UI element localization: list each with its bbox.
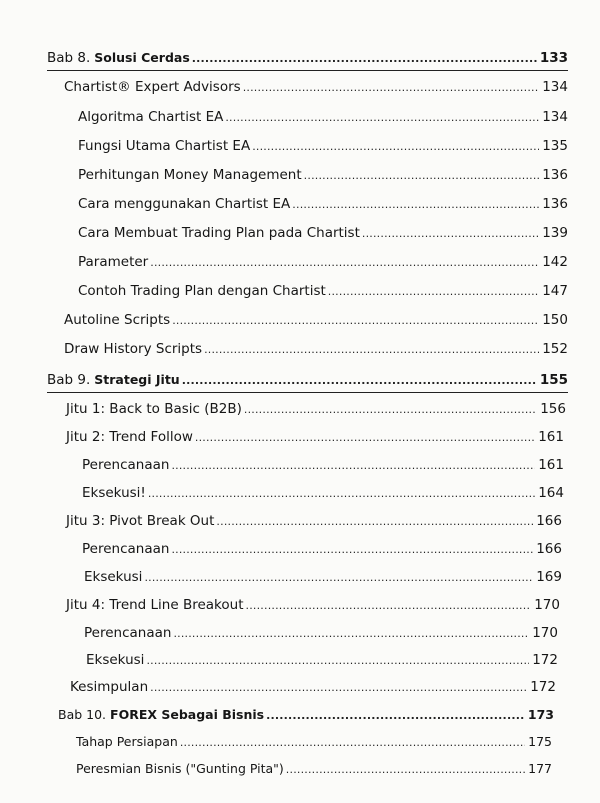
toc-entry[interactable] [64,78,568,97]
dot-leader [180,733,525,752]
page-number: 134 [542,109,568,125]
toc-entry[interactable] [64,340,568,359]
toc-entry[interactable] [76,733,552,752]
entry-title: Draw History Scripts [64,341,203,357]
page-number: 172 [532,652,558,668]
entry-title: Jitu 3: Pivot Break Out [66,513,215,529]
dot-leader [246,596,532,615]
entry-title: Cara menggunakan Chartist EA [78,196,291,212]
page-number: 134 [542,79,568,95]
dot-leader [216,512,533,531]
toc-entry[interactable] [66,428,564,447]
chapter-rule [47,70,568,71]
page-number: 175 [528,734,552,749]
dot-leader [171,540,533,559]
page-number: 166 [536,513,562,529]
toc-entry[interactable] [76,760,552,779]
toc-entry[interactable] [86,651,558,670]
page-number: 170 [534,597,560,613]
toc-entry[interactable] [82,540,562,559]
chapter-title: FOREX Sebagai Bisnis [110,707,265,722]
dot-leader [173,624,529,643]
page-number: 133 [539,50,568,66]
entry-title: Cara Membuat Trading Plan pada Chartist [78,225,360,241]
chapter-prefix: Bab 10. [58,707,107,722]
page-number: 156 [540,401,566,417]
toc-entry[interactable] [64,311,568,330]
dot-leader [150,678,527,697]
toc-entry[interactable] [78,253,568,272]
page-number: 147 [542,283,568,299]
chapter-rule [47,392,568,393]
dot-leader [266,706,525,725]
toc-entry[interactable] [78,282,568,301]
page-number: 139 [542,225,568,241]
page-number: 152 [542,341,568,357]
entry-title: Perencanaan [84,625,172,641]
page-number: 142 [542,254,568,270]
entry-title: Perhitungan Money Management [78,167,302,183]
entry-title: Chartist® Expert Advisors [64,79,241,95]
dot-leader [304,166,540,185]
entry-title: Peresmian Bisnis ("Gunting Pita") [76,761,284,776]
toc-chapter-9[interactable] [47,371,568,390]
dot-leader [286,760,525,779]
toc-entry[interactable] [66,512,562,531]
dot-leader [252,137,539,156]
dot-leader [362,224,539,243]
chapter-title: Strategi Jitu [94,372,180,387]
entry-title: Fungsi Utama Chartist EA [78,138,251,154]
toc-entry[interactable] [78,108,568,127]
dot-leader [195,428,535,447]
page-number: 164 [538,485,564,501]
dot-leader [172,311,539,330]
dot-leader [182,371,537,390]
toc-chapter-10[interactable] [58,706,554,725]
toc-entry[interactable] [70,678,556,697]
page-number: 169 [536,569,562,585]
toc-entry[interactable] [78,224,568,243]
toc-entry[interactable] [66,596,560,615]
entry-title: Tahap Persiapan [76,734,178,749]
dot-leader [225,108,539,127]
dot-leader [244,400,537,419]
entry-title: Jitu 1: Back to Basic (B2B) [66,401,242,417]
dot-leader [204,340,539,359]
entry-title: Jitu 2: Trend Follow [66,429,193,445]
page-number: 173 [527,707,554,722]
page-number: 172 [530,679,556,695]
chapter-title: Solusi Cerdas [94,50,190,65]
toc-entry[interactable] [78,195,568,214]
dot-leader [150,253,539,272]
toc-entry[interactable] [66,400,566,419]
toc-entry[interactable] [84,568,562,587]
page-number: 155 [539,372,568,388]
page-number: 150 [542,312,568,328]
page-number: 166 [536,541,562,557]
entry-title: Jitu 4: Trend Line Breakout [66,597,244,613]
toc-entry[interactable] [82,456,564,475]
page-number: 161 [538,457,564,473]
entry-title: Eksekusi [84,569,143,585]
dot-leader [171,456,535,475]
toc-entry[interactable] [78,166,568,185]
entry-title: Autoline Scripts [64,312,171,328]
entry-title: Kesimpulan [70,679,149,695]
chapter-prefix: Bab 9. [47,372,91,388]
toc-entry[interactable] [78,137,568,156]
dot-leader [148,484,535,503]
page-number: 136 [542,196,568,212]
dot-leader [144,568,533,587]
toc-entry[interactable] [82,484,564,503]
page-number: 135 [542,138,568,154]
entry-title: Eksekusi! [82,485,146,501]
entry-title: Eksekusi [86,652,145,668]
page-number: 136 [542,167,568,183]
page-number: 177 [528,761,552,776]
page-number: 170 [532,625,558,641]
dot-leader [292,195,539,214]
page-number: 161 [538,429,564,445]
entry-title: Perencanaan [82,541,170,557]
toc-entry[interactable] [84,624,558,643]
entry-title: Perencanaan [82,457,170,473]
entry-title: Parameter [78,254,149,270]
entry-title: Contoh Trading Plan dengan Chartist [78,283,326,299]
toc-chapter-8[interactable] [47,49,568,68]
chapter-prefix: Bab 8. [47,50,91,66]
dot-leader [328,282,539,301]
entry-title: Algoritma Chartist EA [78,109,224,125]
dot-leader [192,49,537,68]
dot-leader [146,651,529,670]
dot-leader [243,78,540,97]
